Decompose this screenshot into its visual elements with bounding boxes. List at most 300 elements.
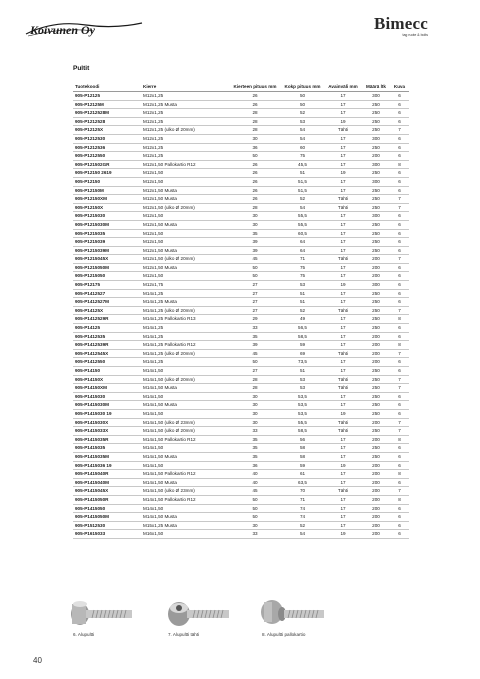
cell-total-length: 54: [281, 126, 324, 135]
cell-quantity: 250: [362, 289, 390, 298]
table-row: [73, 375, 409, 384]
cell-total-length: 75: [281, 263, 324, 272]
header-thread: Kierre: [141, 82, 229, 92]
cell-total-length: 61: [281, 470, 324, 479]
cell-image-ref: 7: [390, 255, 409, 264]
cell-key-size: 17: [324, 246, 362, 255]
cell-total-length: 51: [281, 289, 324, 298]
cell-key-size: 17: [324, 367, 362, 376]
cell-thread-length: 35: [229, 229, 281, 238]
cell-quantity: 200: [362, 478, 390, 487]
cell-thread: M14x1,25 Musta: [141, 298, 229, 307]
cell-key-size: Tähti: [324, 418, 362, 427]
cell-product-code: 905-P1215039M: [73, 246, 141, 255]
table-row: [73, 281, 409, 290]
cell-thread-length: 50: [229, 495, 281, 504]
cell-quantity: 200: [362, 358, 390, 367]
table-row: [73, 229, 409, 238]
cell-thread: M12x1,25: [141, 117, 229, 126]
cell-total-length: 53: [281, 384, 324, 393]
cell-key-size: 17: [324, 495, 362, 504]
cell-thread: M14x1,25 (ulko Ø 20mm): [141, 349, 229, 358]
cell-image-ref: 6: [390, 409, 409, 418]
cell-thread-length: 26: [229, 100, 281, 109]
cell-total-length: 53,5: [281, 401, 324, 410]
cell-image-ref: 6: [390, 152, 409, 161]
cell-key-size: 17: [324, 152, 362, 161]
cell-total-length: 50: [281, 92, 324, 101]
cell-thread-length: 30: [229, 409, 281, 418]
cell-key-size: 17: [324, 272, 362, 281]
cell-quantity: 250: [362, 306, 390, 315]
cell-thread-length: 30: [229, 220, 281, 229]
cell-image-ref: 7: [390, 487, 409, 496]
cell-image-ref: 7: [390, 126, 409, 135]
cell-thread-length: 33: [229, 427, 281, 436]
cell-product-code: 905-P121502GR: [73, 160, 141, 169]
cell-quantity: 250: [362, 452, 390, 461]
cell-image-ref: 6: [390, 289, 409, 298]
cell-thread-length: 28: [229, 117, 281, 126]
cell-product-code: 905-P1215030: [73, 212, 141, 221]
table-row: [73, 255, 409, 264]
cell-image-ref: 6: [390, 169, 409, 178]
cell-total-length: 56: [281, 435, 324, 444]
table-row: [73, 126, 409, 135]
cell-image-ref: 6: [390, 401, 409, 410]
cell-thread: M12x1,50: [141, 272, 229, 281]
cell-thread: M16x1,50: [141, 530, 229, 539]
bimecc-wordmark: Bimecc: [373, 14, 428, 33]
cell-quantity: 200: [362, 152, 390, 161]
table-row: [73, 186, 409, 195]
cell-image-ref: 8: [390, 341, 409, 350]
svg-text:Koivunen Oy: Koivunen Oy: [30, 23, 96, 37]
cell-thread: M14x1,25: [141, 324, 229, 333]
cell-key-size: 17: [324, 134, 362, 143]
cell-total-length: 71: [281, 255, 324, 264]
cell-key-size: 17: [324, 100, 362, 109]
table-row: [73, 392, 409, 401]
cell-key-size: 17: [324, 238, 362, 247]
cell-quantity: 250: [362, 126, 390, 135]
cell-quantity: 250: [362, 375, 390, 384]
cell-thread: M12x1,50: [141, 169, 229, 178]
cell-thread: M14x1,50 Pallokartio R12: [141, 470, 229, 479]
cell-total-length: 60: [281, 143, 324, 152]
star-bolt-image: [165, 592, 235, 632]
cell-product-code: 905-P14150XM: [73, 384, 141, 393]
cell-image-ref: 7: [390, 375, 409, 384]
cell-image-ref: 6: [390, 238, 409, 247]
cell-thread: M14x1,50 Musta: [141, 478, 229, 487]
cell-key-size: 17: [324, 513, 362, 522]
cell-image-ref: 8: [390, 315, 409, 324]
table-row: [73, 332, 409, 341]
cell-key-size: 17: [324, 177, 362, 186]
cell-quantity: 250: [362, 384, 390, 393]
cell-thread-length: 30: [229, 134, 281, 143]
table-row: [73, 263, 409, 272]
cell-key-size: 19: [324, 169, 362, 178]
cell-key-size: 17: [324, 160, 362, 169]
cell-image-ref: 6: [390, 504, 409, 513]
cell-total-length: 52: [281, 109, 324, 118]
cell-thread: M14x1,25: [141, 289, 229, 298]
cell-quantity: 250: [362, 444, 390, 453]
cell-image-ref: 7: [390, 384, 409, 393]
cell-image-ref: 8: [390, 160, 409, 169]
cell-quantity: 200: [362, 435, 390, 444]
cell-thread-length: 30: [229, 418, 281, 427]
cell-thread-length: 27: [229, 289, 281, 298]
cell-image-ref: 6: [390, 452, 409, 461]
cell-thread: M14x1,50: [141, 444, 229, 453]
cell-key-size: 17: [324, 444, 362, 453]
cell-product-code: 905-P1415050M: [73, 513, 141, 522]
cell-product-code: 905-P1215050M: [73, 263, 141, 272]
cell-thread-length: 50: [229, 358, 281, 367]
koivunen-logo: [24, 15, 144, 41]
cell-thread-length: 28: [229, 126, 281, 135]
cell-key-size: Tähti: [324, 195, 362, 204]
cell-product-code: 905-P1415050R: [73, 495, 141, 504]
cell-thread-length: 26: [229, 169, 281, 178]
cell-image-ref: 6: [390, 513, 409, 522]
cell-product-code: 905-P1212530: [73, 134, 141, 143]
cell-quantity: 300: [362, 212, 390, 221]
table-row: [73, 238, 409, 247]
cell-product-code: 905-P1415036 19: [73, 461, 141, 470]
cell-key-size: 19: [324, 117, 362, 126]
cell-quantity: 250: [362, 186, 390, 195]
cell-thread-length: 26: [229, 186, 281, 195]
cell-key-size: Tähti: [324, 427, 362, 436]
cell-quantity: 200: [362, 487, 390, 496]
cell-total-length: 63,5: [281, 478, 324, 487]
table-row: [73, 195, 409, 204]
cell-image-ref: 6: [390, 461, 409, 470]
header-product-code: Tuotekoodi: [73, 82, 141, 92]
table-row: [73, 203, 409, 212]
cell-key-size: 19: [324, 461, 362, 470]
cell-thread-length: 28: [229, 203, 281, 212]
table-row: [73, 367, 409, 376]
cell-product-code: 905-P1412527M: [73, 298, 141, 307]
cell-quantity: 250: [362, 409, 390, 418]
cell-total-length: 49: [281, 315, 324, 324]
cell-total-length: 52: [281, 306, 324, 315]
table-row: [73, 134, 409, 143]
cell-thread: M14x1,50: [141, 392, 229, 401]
cell-image-ref: 6: [390, 444, 409, 453]
cell-thread: M12x1,50 Pallokartio R12: [141, 160, 229, 169]
cell-key-size: 17: [324, 504, 362, 513]
table-row: [73, 427, 409, 436]
cell-product-code: 905-P1412545X: [73, 349, 141, 358]
cell-key-size: Tähti: [324, 349, 362, 358]
cell-product-code: 905-P12150: [73, 177, 141, 186]
cell-total-length: 51,5: [281, 177, 324, 186]
cell-thread: M12x1,50 Musta: [141, 186, 229, 195]
cell-thread: M14x1,50 Musta: [141, 384, 229, 393]
cell-image-ref: 6: [390, 100, 409, 109]
cell-quantity: 300: [362, 92, 390, 101]
cell-image-ref: 6: [390, 324, 409, 333]
cell-key-size: 17: [324, 332, 362, 341]
cell-quantity: 250: [362, 117, 390, 126]
cell-quantity: 250: [362, 195, 390, 204]
figure-caption-7: 7. Alupultti tähti: [168, 632, 200, 637]
cell-total-length: 51,5: [281, 186, 324, 195]
cell-thread-length: 40: [229, 478, 281, 487]
cell-thread: M12x1,50 Musta: [141, 220, 229, 229]
cell-key-size: 17: [324, 392, 362, 401]
cell-thread-length: 27: [229, 298, 281, 307]
cell-quantity: 200: [362, 530, 390, 539]
cell-image-ref: 6: [390, 220, 409, 229]
cell-quantity: 250: [362, 324, 390, 333]
cell-image-ref: 6: [390, 298, 409, 307]
cell-product-code: 905-P1415035R: [73, 435, 141, 444]
cell-key-size: 17: [324, 229, 362, 238]
cell-image-ref: 8: [390, 435, 409, 444]
cell-total-length: 64: [281, 246, 324, 255]
cell-quantity: 200: [362, 513, 390, 522]
cell-image-ref: 6: [390, 358, 409, 367]
cell-key-size: 17: [324, 143, 362, 152]
cell-product-code: 905-P12125M: [73, 100, 141, 109]
cell-key-size: 17: [324, 521, 362, 530]
cell-product-code: 905-P1215030M: [73, 220, 141, 229]
table-row: [73, 289, 409, 298]
cell-thread: M14x1,25: [141, 332, 229, 341]
cell-total-length: 53: [281, 281, 324, 290]
cell-thread: M12x1,25 (ulko Ø 20mm): [141, 126, 229, 135]
cell-key-size: 19: [324, 281, 362, 290]
cell-thread-length: 26: [229, 92, 281, 101]
table-row: [73, 452, 409, 461]
table-row: [73, 315, 409, 324]
cell-quantity: 250: [362, 427, 390, 436]
table-row: [73, 349, 409, 358]
cell-thread: M12x1,50: [141, 177, 229, 186]
cell-quantity: 200: [362, 461, 390, 470]
header-thread-length: Kierteen pituus mm: [229, 82, 281, 92]
cell-product-code: 905-P12150XM: [73, 195, 141, 204]
cell-thread: M12x1,50 Musta: [141, 263, 229, 272]
cell-thread: M14x1,50 Musta: [141, 513, 229, 522]
cell-image-ref: 6: [390, 521, 409, 530]
cell-key-size: 17: [324, 109, 362, 118]
table-row: [73, 92, 409, 101]
cell-quantity: 200: [362, 263, 390, 272]
cell-image-ref: 7: [390, 306, 409, 315]
cell-thread: M12x1,25: [141, 92, 229, 101]
cell-product-code: 905-P1412527: [73, 289, 141, 298]
cell-key-size: Tähti: [324, 487, 362, 496]
cell-product-code: 905-P12150 2619: [73, 169, 141, 178]
cell-key-size: 17: [324, 315, 362, 324]
cell-quantity: 250: [362, 100, 390, 109]
cell-total-length: 53: [281, 375, 324, 384]
cell-quantity: 300: [362, 160, 390, 169]
table-row: [73, 418, 409, 427]
cell-thread-length: 27: [229, 281, 281, 290]
cell-thread: M12x1,50 Musta: [141, 195, 229, 204]
cell-thread-length: 35: [229, 452, 281, 461]
cell-product-code: 905-P1415030X: [73, 418, 141, 427]
cell-quantity: 250: [362, 392, 390, 401]
cell-image-ref: 6: [390, 229, 409, 238]
cell-thread-length: 45: [229, 255, 281, 264]
cell-quantity: 250: [362, 229, 390, 238]
cell-key-size: 17: [324, 289, 362, 298]
cell-product-code: 905-P1615033: [73, 530, 141, 539]
cell-quantity: 200: [362, 418, 390, 427]
cell-total-length: 51: [281, 367, 324, 376]
cell-product-code: 905-P1412550: [73, 358, 141, 367]
header-quantity: Määrä ltk: [362, 82, 390, 92]
header-image: Kuva: [390, 82, 409, 92]
cell-total-length: 56,5: [281, 324, 324, 333]
table-row: [73, 513, 409, 522]
cell-product-code: 905-P1215039: [73, 238, 141, 247]
cell-total-length: 53: [281, 117, 324, 126]
cell-thread: M14x1,50 Pallokartio R12: [141, 495, 229, 504]
cell-thread: M12x1,25: [141, 152, 229, 161]
table-row: [73, 169, 409, 178]
table-row: [73, 435, 409, 444]
cell-thread: M12x1,25: [141, 109, 229, 118]
cell-thread-length: 40: [229, 470, 281, 479]
cell-thread-length: 50: [229, 513, 281, 522]
cell-thread: M14x1,50 Pallokartio R12: [141, 435, 229, 444]
cell-thread: M14x1,25 Pallokartio R13: [141, 315, 229, 324]
cell-thread-length: 36: [229, 461, 281, 470]
cell-product-code: 905-P1412535: [73, 332, 141, 341]
cell-key-size: 17: [324, 435, 362, 444]
cell-thread-length: 36: [229, 143, 281, 152]
cell-key-size: Tähti: [324, 306, 362, 315]
cell-quantity: 250: [362, 367, 390, 376]
cell-key-size: 17: [324, 478, 362, 487]
cell-thread: M14x1,25: [141, 358, 229, 367]
cell-product-code: 905-P14150X: [73, 375, 141, 384]
cell-thread: M14x1,50: [141, 461, 229, 470]
cell-product-code: 905-P1415030M: [73, 401, 141, 410]
cell-thread-length: 29: [229, 315, 281, 324]
cell-product-code: 905-P1412529R: [73, 315, 141, 324]
cell-product-code: 905-P12125: [73, 92, 141, 101]
cell-quantity: 250: [362, 401, 390, 410]
cell-total-length: 75: [281, 272, 324, 281]
cell-image-ref: 7: [390, 427, 409, 436]
cell-thread: M12x1,25 Musta: [141, 100, 229, 109]
table-row: [73, 461, 409, 470]
cell-image-ref: 7: [390, 418, 409, 427]
cell-quantity: 300: [362, 134, 390, 143]
table-row: [73, 470, 409, 479]
cell-image-ref: 6: [390, 332, 409, 341]
table-row: [73, 341, 409, 350]
cell-product-code: 905-P1415040R: [73, 470, 141, 479]
cell-thread-length: 27: [229, 306, 281, 315]
table-row: [73, 160, 409, 169]
cell-total-length: 58: [281, 444, 324, 453]
cell-quantity: 200: [362, 470, 390, 479]
page-number: 40: [33, 656, 42, 665]
bimecc-tagline: tag ruote & bolts: [402, 33, 428, 37]
cell-thread-length: 30: [229, 521, 281, 530]
cell-thread: M14x1,50: [141, 367, 229, 376]
cell-product-code: 905-P1415030: [73, 392, 141, 401]
section-title: Pultit: [73, 65, 90, 72]
cell-product-code: 905-P1412539R: [73, 341, 141, 350]
cell-image-ref: 6: [390, 143, 409, 152]
koivunen-logo-mark: [24, 15, 144, 41]
cell-key-size: Tähti: [324, 255, 362, 264]
cell-key-size: 17: [324, 452, 362, 461]
cell-product-code: 905-P14125: [73, 324, 141, 333]
cell-quantity: 300: [362, 177, 390, 186]
cell-thread-length: 45: [229, 349, 281, 358]
cell-quantity: 250: [362, 315, 390, 324]
cell-thread: M14x1,50 (ulko Ø 23mm): [141, 487, 229, 496]
cell-thread-length: 33: [229, 530, 281, 539]
table-header-row: [73, 82, 409, 92]
cell-product-code: 905-P1415033X: [73, 427, 141, 436]
cell-total-length: 69: [281, 349, 324, 358]
cell-thread-length: 30: [229, 401, 281, 410]
cell-thread: M14x1,50: [141, 504, 229, 513]
table-row: [73, 143, 409, 152]
cell-total-length: 55,5: [281, 212, 324, 221]
cell-image-ref: 8: [390, 470, 409, 479]
cell-image-ref: 6: [390, 478, 409, 487]
cell-thread-length: 26: [229, 177, 281, 186]
cell-total-length: 51: [281, 169, 324, 178]
table-row: [73, 100, 409, 109]
cell-key-size: 17: [324, 470, 362, 479]
table-row: [73, 306, 409, 315]
cell-image-ref: 6: [390, 212, 409, 221]
cell-thread-length: 26: [229, 160, 281, 169]
cell-thread-length: 35: [229, 332, 281, 341]
cell-total-length: 53,5: [281, 409, 324, 418]
cell-image-ref: 6: [390, 392, 409, 401]
cell-product-code: 905-P12125X: [73, 126, 141, 135]
cell-total-length: 70: [281, 487, 324, 496]
cell-product-code: 905-P14150: [73, 367, 141, 376]
cell-image-ref: 6: [390, 134, 409, 143]
cell-thread-length: 50: [229, 152, 281, 161]
cell-total-length: 51: [281, 298, 324, 307]
table-row: [73, 358, 409, 367]
bimecc-logo: [374, 14, 428, 37]
cell-thread-length: 50: [229, 272, 281, 281]
cell-thread: M12x1,25: [141, 143, 229, 152]
cell-quantity: 200: [362, 332, 390, 341]
cell-total-length: 54: [281, 530, 324, 539]
cell-image-ref: 6: [390, 109, 409, 118]
figure-alupultti: [68, 592, 138, 632]
cell-thread-length: 28: [229, 384, 281, 393]
cell-quantity: 250: [362, 238, 390, 247]
table-row: [73, 109, 409, 118]
cell-total-length: 75: [281, 152, 324, 161]
table-row: [73, 152, 409, 161]
